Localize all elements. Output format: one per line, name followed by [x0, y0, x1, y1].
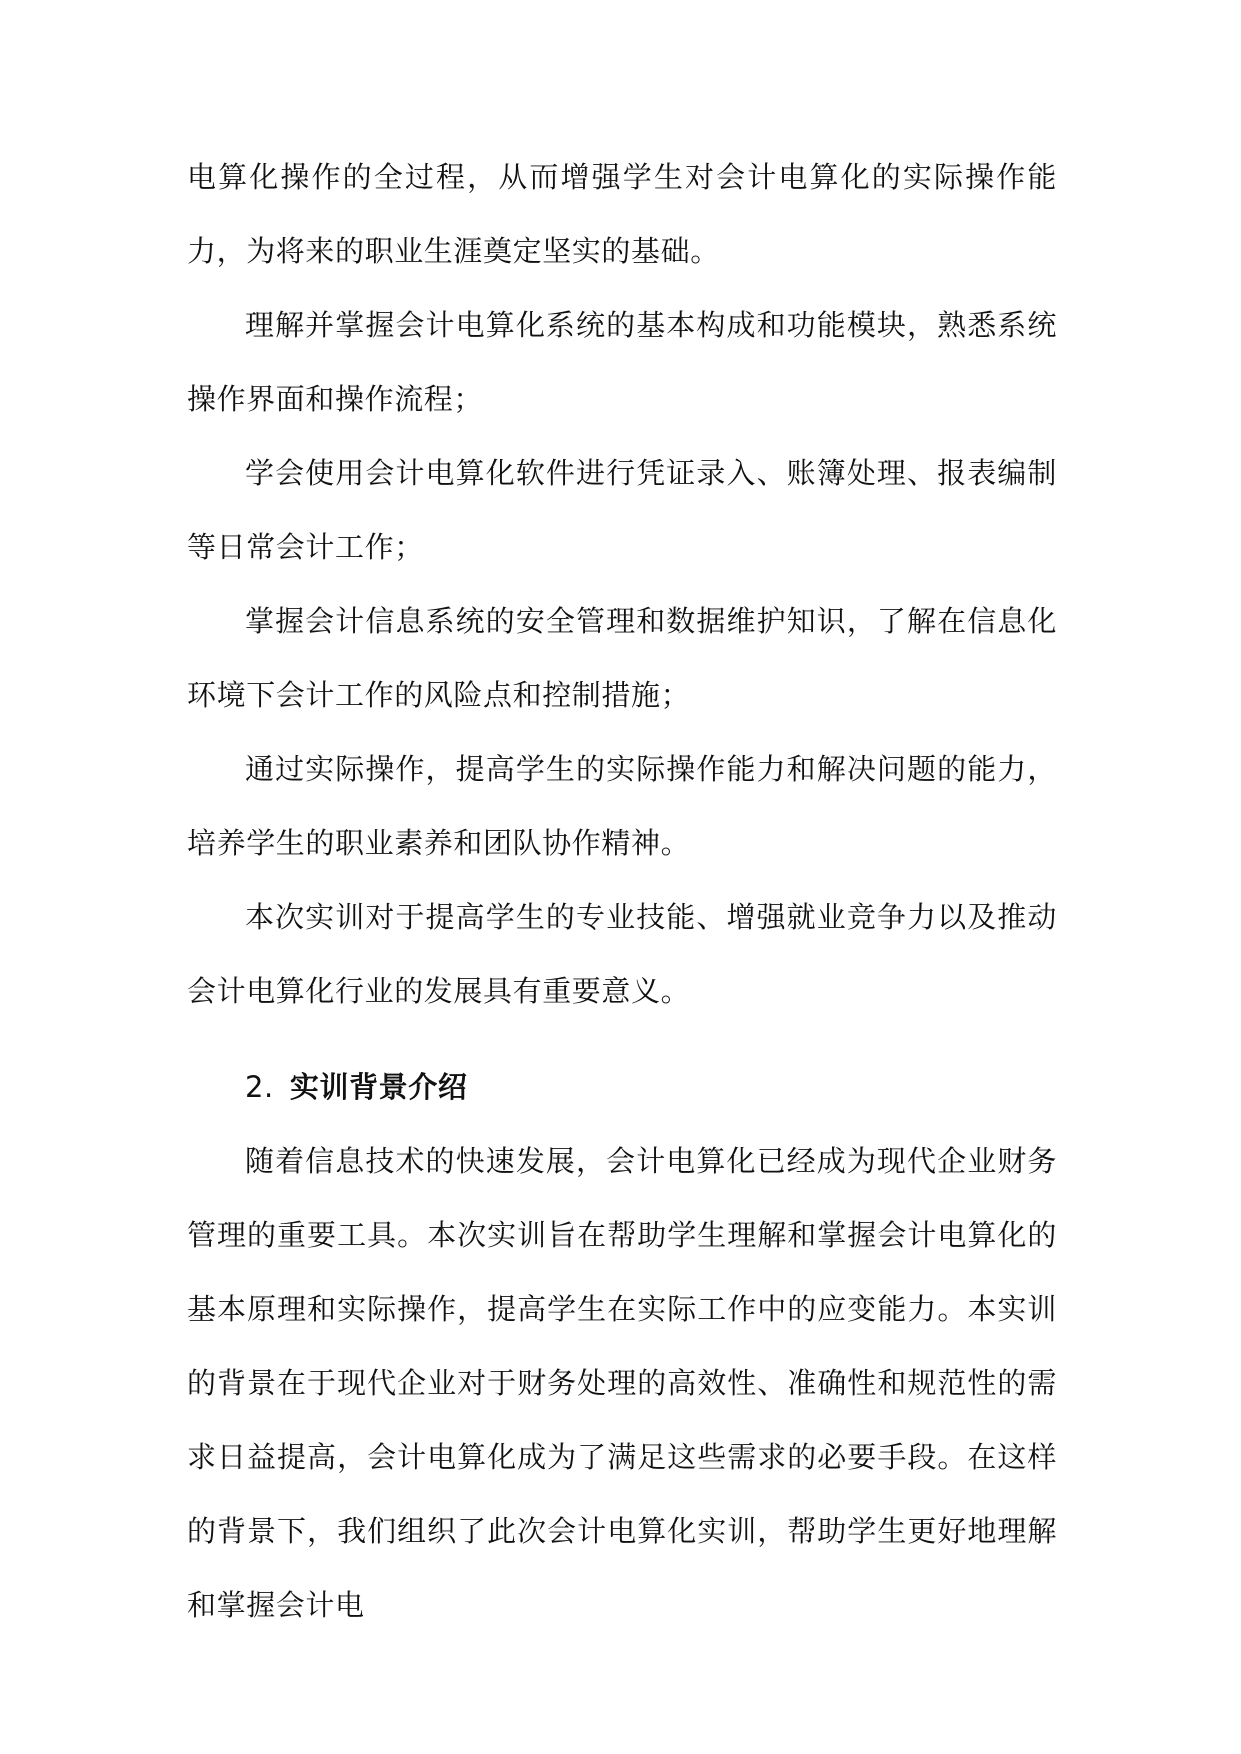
section-title: 实训背景介绍: [289, 1070, 468, 1104]
paragraph-objective-1: 理解并掌握会计电算化系统的基本构成和功能模块，熟悉系统操作界面和操作流程；: [187, 308, 1057, 416]
document-body: [187, 140, 1057, 1642]
section-heading: [187, 1050, 1057, 1124]
paragraph-significance: 本次实训对于提高学生的专业技能、增强就业竞争力以及推动会计电算化行业的发展具有重要意义。: [187, 900, 1057, 1008]
paragraph-background: 随着信息技术的快速发展，会计电算化已经成为现代企业财务管理的重要工具。本次实训旨在帮助学生理解和掌握会计电算化的基本原理和实际操作，提高学生在实际工作中的应变能力。本实训的背景在于现代企业对于财务处理的高效性、准确性和规范性的需求日益提高，会计电算化成为了满足这些需求的必要手段。在这样的背景下，我们组织了此次会计电算化实训，帮助学生更好地理解和掌握会计电: [187, 1144, 1057, 1622]
paragraph-continuation: 电算化操作的全过程，从而增强学生对会计电算化的实际操作能力，为将来的职业生涯奠定坚实的基础。: [187, 160, 1057, 268]
paragraph-objective-4: 通过实际操作，提高学生的实际操作能力和解决问题的能力，培养学生的职业素养和团队协作精神。: [187, 752, 1057, 860]
paragraph-objective-3: 掌握会计信息系统的安全管理和数据维护知识，了解在信息化环境下会计工作的风险点和控制措施；: [187, 604, 1057, 712]
paragraph-objective-2: 学会使用会计电算化软件进行凭证录入、账簿处理、报表编制等日常会计工作；: [187, 456, 1057, 564]
section-number: 2.: [245, 1070, 274, 1104]
